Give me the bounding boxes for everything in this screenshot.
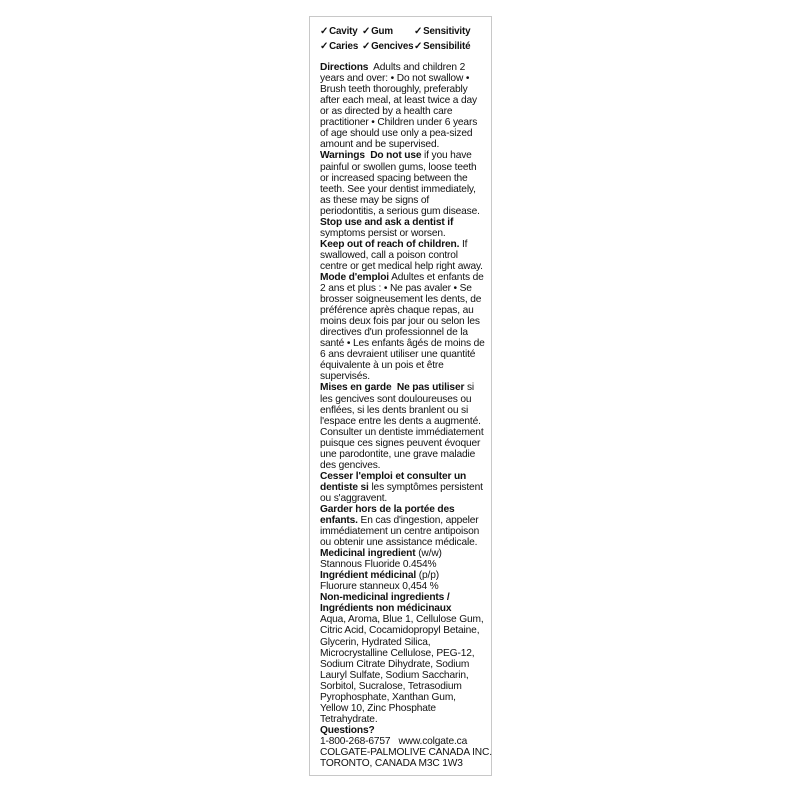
ingredient-medicinal-text: Fluorure stanneux 0,454 % [320,581,439,593]
mode-emploi-heading: Mode d'emploi [320,271,389,283]
non-medicinal-text: Aqua, Aroma, Blue 1, Cellulose Gum, Citric Acid, Cocamidopropyl Betaine, Glycerin, Hydrated Silica, Microcrystalline Cellulose, PEG-12, Sodium Citrate Dihydrate, Sodium Lauryl Sulfate, Sodium Saccharin, Sorbitol, Sucralose, Tetrasodium Pyrophosphate, Xanthan Gum, Yellow 10, Zinc Phosphate Tetrahydrate. [320,614,484,725]
ingredient-medicinal-unit: (p/p) [418,570,439,582]
claim-cavity: ✓Cavity [320,26,358,37]
check-icon: ✓ [362,41,371,53]
claim-sensibilite: ✓Sensibilité [414,41,471,53]
mises-ne-pas-utiliser: Ne pas utiliser [396,382,465,394]
cesser-text: les symptômes persistent ou s'aggravent. [320,481,483,504]
warnings-do-not-use: Do not use [370,150,422,162]
medicinal-ingredient-unit: (w/w) [418,548,442,560]
garder-block [320,504,486,548]
mises-en-garde-block [320,382,486,470]
company-address: TORONTO, CANADA M3C 1W3 [320,758,463,770]
keep-out-text: If swallowed, call a poison control centre or get medical help right away. [320,238,483,272]
warnings-text: if you have painful or swollen gums, loose teeth or increased spacing between the teeth. See your dentist immediately, as these may be signs of periodontitis, a serious gum disease. [320,150,480,217]
warnings-block [320,150,486,216]
claim-gencives: ✓Gencives [362,41,414,53]
mode-emploi-block [320,272,486,382]
non-medicinal-heading: Non-medicinal ingredients / Ingrédients non médicinaux [320,592,452,615]
website: www.colgate.ca [398,735,468,747]
mises-en-garde-text: si les gencives sont douloureuses ou enflées, si les dents branlent ou si l'espace entre les dents a augmenté. Consulter un dentiste immédiatement puisque ces signes peuvent évoquer une parodontite, une grave maladie des gencives. [320,382,484,471]
directions-text: Adults and children 2 years and over: • Do not swallow • Brush teeth thoroughly, preferably after each meal, at least twice a day or as directed by a health care practitioner • Children under 6 years of age should use only a pea-sized amount and be supervised. [320,62,478,151]
label-content [320,26,492,770]
stop-use-heading: Stop use and ask a dentist if [320,216,454,228]
medicinal-ingredient-block [320,548,486,570]
questions-heading: Questions? [320,724,375,736]
check-icon: ✓ [414,26,423,37]
claim-sensitivity: ✓Sensitivity [414,26,471,37]
phone-number: 1-800-268-6757 [320,735,391,747]
medicinal-ingredient-heading: Medicinal ingredient [320,548,416,560]
claim-gum: ✓Gum [362,26,393,37]
mises-en-garde-heading: Mises en garde [320,382,392,394]
cesser-block [320,471,486,504]
non-medicinal-block [320,592,486,725]
directions-heading: Directions [320,62,369,74]
check-icon: ✓ [362,26,371,37]
claims-grid [320,26,486,52]
stop-use-block [320,217,486,239]
company-name: COLGATE-PALMOLIVE CANADA INC. [320,747,492,758]
garder-text: En cas d'ingestion, appeler immédiatement un centre antipoison ou obtenir une assistance médicale. [320,515,480,549]
check-icon: ✓ [320,41,329,53]
ingredient-medicinal-block [320,570,486,592]
garder-heading: Garder hors de la portée des enfants. [320,503,455,527]
cesser-heading: Cesser l'emploi et consulter un dentiste si [320,470,467,493]
ingredient-medicinal-heading: Ingrédient médicinal [320,570,417,582]
check-icon: ✓ [414,41,423,53]
directions-block [320,62,486,150]
warnings-heading: Warnings [320,150,365,162]
claim-caries: ✓Caries [320,41,359,53]
mode-emploi-text: Adultes et enfants de 2 ans et plus : • Ne pas avaler • Se brosser soigneusement les dents, de préférence après chaque repas, au moins deux fois par jour ou selon les directives d'un professionnel de la santé • Les enfants âgés de moins de 6 ans devraient utiliser une quantité équivalente à un pois et être supervisés. [320,271,485,383]
check-icon: ✓ [320,26,329,37]
keep-out-heading: Keep out of reach of children. [320,238,460,250]
keep-out-block [320,239,486,272]
questions-block [320,724,492,770]
medicinal-ingredient-text: Stannous Fluoride 0.454% [320,559,437,571]
stop-use-text: symptoms persist or worsen. [320,227,446,239]
